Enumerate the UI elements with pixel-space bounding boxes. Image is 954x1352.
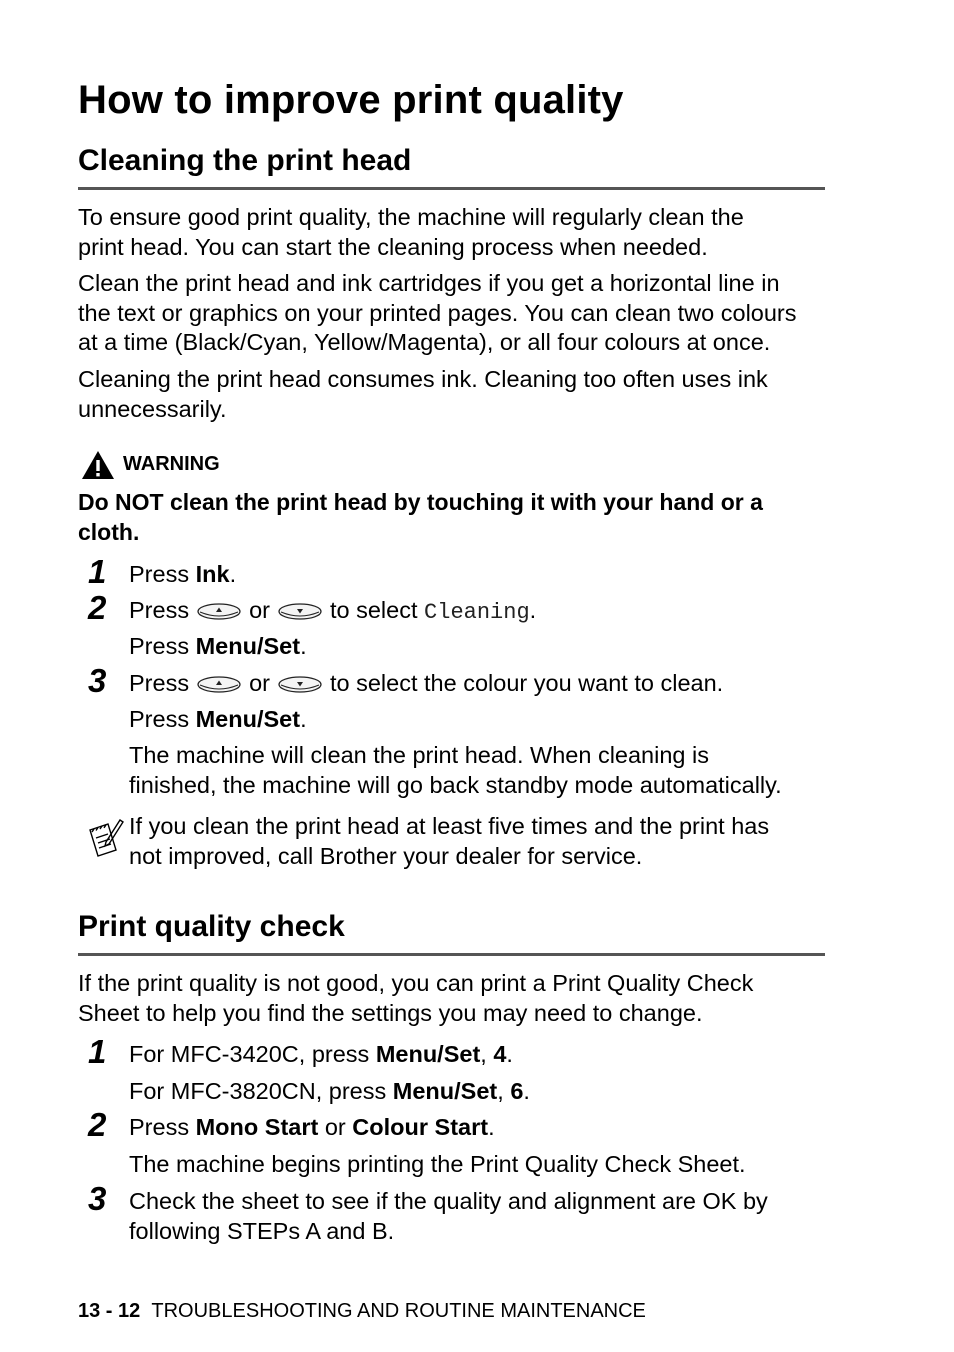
down-arrow-key-icon [278, 676, 322, 693]
text-line: Sheet to help you find the settings you may need to change. [78, 999, 703, 1026]
step-text: Press Menu/Set. [129, 706, 307, 732]
section-heading-print-quality-check: Print quality check [78, 910, 345, 943]
text-line: Clean the print head and ink cartridges if you get a horizontal line in [78, 270, 780, 296]
text-line: print head. You can start the cleaning process when needed. [78, 233, 708, 260]
key-colour-start: Colour Start [352, 1114, 489, 1140]
warning-icon [80, 449, 116, 481]
down-arrow-key-icon [278, 603, 322, 620]
text-line: Check the sheet to see if the quality and alignment are OK by [129, 1188, 768, 1214]
text-line: not improved, call Brother your dealer for service. [129, 842, 643, 869]
key-ink: Ink [195, 561, 230, 587]
section-divider [78, 187, 825, 190]
text-line: Cleaning the print head consumes ink. Cleaning too often uses ink [78, 366, 768, 392]
step-text: For MFC-3820CN, press Menu/Set, 6. [129, 1078, 530, 1104]
up-arrow-key-icon [197, 676, 241, 693]
text-line: cloth. [78, 519, 140, 545]
text-line: following STEPs A and B. [129, 1217, 395, 1244]
text-line: Do NOT clean the print head by touching it with your hand or a [78, 489, 763, 515]
key-number: 6 [510, 1078, 524, 1104]
page-number: 13 - 12 [78, 1300, 141, 1322]
step-text [129, 1187, 849, 1246]
tip-text [129, 812, 849, 871]
key-number: 4 [493, 1041, 507, 1067]
step-text: Press Ink. [129, 561, 237, 587]
step-note: The machine begins printing the Print Quality Check Sheet. [129, 1151, 746, 1177]
step-text: Press or to select the colour you want to clean. [129, 670, 724, 696]
step-number: 2 [88, 589, 107, 626]
text-line: The machine will clean the print head. When cleaning is [129, 742, 709, 768]
paragraph-intro [78, 203, 838, 262]
text-line: finished, the machine will go back standby mode automatically. [129, 771, 782, 798]
text-line: To ensure good print quality, the machine will regularly clean the [78, 204, 744, 230]
step-number: 3 [88, 1180, 107, 1217]
warning-label: WARNING [123, 453, 220, 475]
step-number: 1 [88, 553, 107, 590]
text-line: the text or graphics on your printed pages. You can clean two colours [78, 299, 797, 326]
step-note [129, 741, 849, 800]
step-text: Press Mono Start or Colour Start. [129, 1114, 495, 1140]
lcd-text: Cleaning [424, 600, 530, 625]
note-pad-icon [86, 818, 124, 858]
key-mono-start: Mono Start [195, 1114, 319, 1140]
page-footer [78, 1300, 646, 1323]
text-line: If the print quality is not good, you can print a Print Quality Check [78, 970, 754, 996]
step-text: For MFC-3420C, press Menu/Set, 4. [129, 1041, 513, 1067]
step-text: Press or to select Cleaning. [129, 597, 537, 625]
paragraph-quality [78, 969, 838, 1028]
text-line: at a time (Black/Cyan, Yellow/Magenta), or all four colours at once. [78, 329, 771, 355]
section-heading-cleaning: Cleaning the print head [78, 144, 412, 177]
step-number: 1 [88, 1033, 107, 1070]
paragraph-ink [78, 365, 838, 424]
warning-text [78, 487, 838, 547]
step-number: 3 [88, 662, 107, 699]
up-arrow-key-icon [197, 603, 241, 620]
text-line: unnecessarily. [78, 395, 227, 422]
section-divider [78, 953, 825, 956]
key-menu-set: Menu/Set [195, 633, 301, 659]
text-line: If you clean the print head at least five times and the print has [129, 813, 770, 839]
step-number: 2 [88, 1106, 107, 1143]
key-menu-set: Menu/Set [195, 706, 301, 732]
key-menu-set: Menu/Set [392, 1078, 498, 1104]
paragraph-clean [78, 269, 838, 358]
page-title: How to improve print quality [78, 78, 624, 122]
chapter-title: TROUBLESHOOTING AND ROUTINE MAINTENANCE [151, 1300, 646, 1322]
step-text: Press Menu/Set. [129, 633, 307, 659]
key-menu-set: Menu/Set [375, 1041, 481, 1067]
